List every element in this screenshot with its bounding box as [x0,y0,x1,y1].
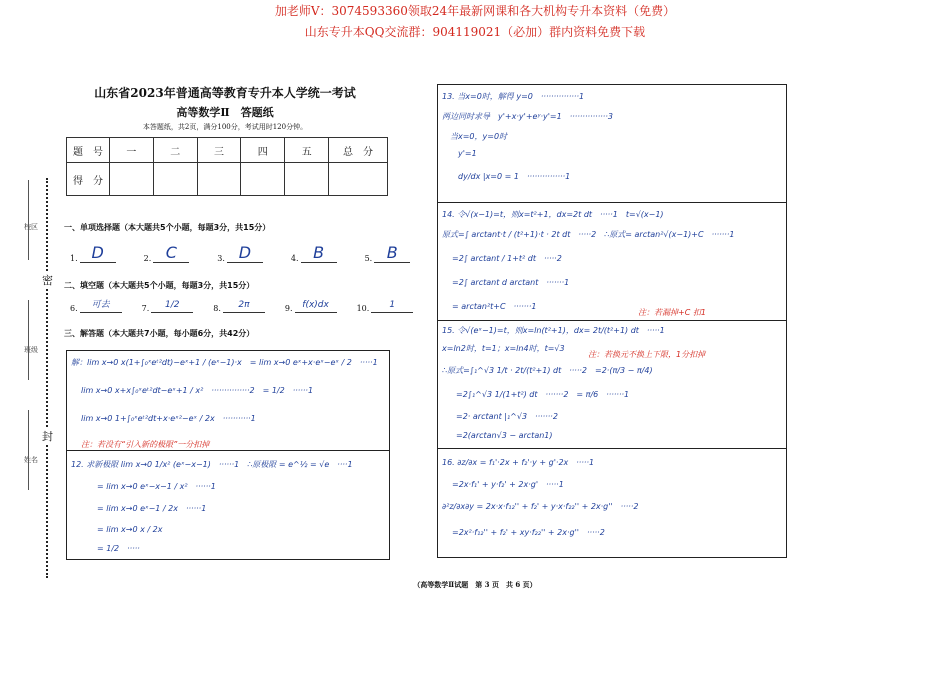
ad-banner-line2: 山东专升本QQ交流群：904119021（必加）群内资料免费下载 [304,25,646,39]
q13-line: 当x=0，y=0时 [450,132,508,141]
choice-item [217,244,263,263]
choice-answer: B [374,244,410,263]
fill-answer: 1 [371,298,413,313]
score-header-cell: 五 [285,138,329,163]
q12-line: = lim x→0 eˣ−1 / 2x ······1 [97,504,207,513]
score-header-cell: 二 [153,138,197,163]
question-number: 1. [70,254,78,263]
q13-line: y'=1 [458,149,477,158]
choice-answer: D [80,244,116,263]
fill-answer: f(x)dx [295,298,337,313]
side-rule [28,410,29,490]
q11-red-note: 注：若没有“引入新的极限”一分扣掉 [81,440,210,449]
q16-line: =2x·f₁' + y·f₂' + 2x·g' ·····1 [452,480,564,489]
answer-box-q15 [437,320,787,450]
choice-item [291,244,337,263]
score-table [66,137,388,196]
fill-item [213,298,265,313]
score-header-cell: 四 [241,138,285,163]
score-cell [110,163,154,196]
q15-line: =2(arctan√3 − arctan1) [456,431,553,440]
section1-answers [70,243,398,263]
q15-line: 15. 令√(eˣ−1)=t，则x=ln(t²+1)，dx= 2t/(t²+1) dt ·····1 [442,326,665,335]
q13-line: dy/dx |x=0 = 1 ···············1 [458,172,571,181]
q14-line: 原式=∫ arctant·t / (t²+1)·t · 2t dt ·····2 ∴原式= arctan²√(x−1)+C ·······1 [442,230,735,239]
q12-line: = lim x→0 eˣ−x−1 / x² ······1 [97,482,216,491]
side-rule [28,180,29,260]
fill-item [70,298,122,313]
q15-line: =2· arctant |₁^√3 ·······2 [456,412,558,421]
score-header-cell: 三 [197,138,241,163]
question-number: 2. [143,254,152,263]
fill-item [357,298,414,313]
side-label-name: 姓名 [24,456,38,464]
fill-item [285,298,337,313]
question-number: 3. [217,254,225,263]
question-number: 4. [290,254,299,263]
question-number: 8. [213,304,221,313]
side-label-seal: 密 [42,274,53,287]
score-row-label: 得 分 [67,163,110,196]
question-number: 10. [356,304,370,313]
score-header-cell: 题 号 [67,138,110,163]
section2-answers [70,298,396,313]
q12-line: = lim x→0 x / 2x [97,525,163,534]
q15-line: =2∫₁^√3 1/(1+t²) dt ·······2 = π/6 ·······1 [456,390,630,399]
q14-line: = arctan²t+C ·······1 [452,302,537,311]
score-table-header-row [67,138,388,163]
fill-item [142,298,194,313]
section2-heading: 二、填空题（本大题共5个小题，每题3分，共15分） [64,281,255,290]
exam-subtitle: 高等数学Ⅱ 答题纸 [176,106,274,119]
score-cell [329,163,388,196]
question-number: 6. [70,304,78,313]
q14-line: =2∫ arctant d arctant ·······1 [452,278,570,287]
exam-title: 山东省2023年普通高等教育专升本人学统一考试 [94,86,356,100]
q11-line: lim x→0 x+x∫₀ˣeᵗ²dt−eˣ+1 / x² ···············2 = 1/2 ······1 [81,386,314,395]
q11-line: 解：lim x→0 x(1+∫₀ˣeᵗ²dt)−eˣ+1 / (eˣ−1)·x = lim x→0 eˣ+x·eˣ−eˣ / 2 ·····1 [71,358,378,367]
binding-line [46,178,48,578]
section1-heading: 一、单项选择题（本大题共5个小题，每题3分，共15分） [64,223,271,232]
choice-item [70,244,116,263]
page-footer: （高等数学Ⅱ试题 第 3 页 共 6 页） [413,580,537,589]
q14-red-note: 注：若漏掉+C 扣1 [638,308,706,317]
side-label-class: 班级 [24,346,38,354]
score-cell [241,163,285,196]
score-cell [197,163,241,196]
score-header-cell: 一 [110,138,154,163]
q15-line: ∴原式=∫₁^√3 1/t · 2t/(t²+1) dt ·····2 =2·(π/3 − π/4) [442,366,653,375]
choice-answer: B [301,244,337,263]
side-rule [28,300,29,380]
q16-line: =2x²·f₁₂'' + f₂' + xy·f₂₂'' + 2x·g'' ·····2 [452,528,605,537]
choice-item [365,244,411,263]
q15-red-note: 注：若换元不换上下限，1分扣掉 [588,350,706,359]
fill-answer: 可去 [80,298,122,313]
side-label-fold: 封 [42,430,53,443]
fill-answer: 2π [223,298,265,313]
q12-line: = 1/2 ····· [97,544,140,553]
q12-line: 12. 求新极限 lim x→0 1/x² (eˣ−x−1) ······1 ∴原极限 = e^½ = √e ····1 [71,460,353,469]
score-cell [153,163,197,196]
answer-box-q12 [66,450,390,560]
choice-answer: C [153,244,189,263]
ad-banner-line1: 加老师V：3074593360领取24年最新网课和各大机构专升本资料（免费） [274,4,676,18]
choice-answer: D [227,244,263,263]
score-table-value-row [67,163,388,196]
fill-answer: 1/2 [151,298,193,313]
section3-heading: 三、解答题（本大题共7小题，每小题6分，共42分） [64,329,255,338]
exam-note: 本答题纸，共2页，满分100分，考试用时120分钟。 [142,123,308,131]
answer-box-q11 [66,350,390,452]
q11-line: lim x→0 1+∫₀ˣeᵗ²dt+x·eˣ²−eˣ / 2x ···········1 [81,414,256,423]
q14-line: 14. 令√(x−1)=t，则x=t²+1，dx=2t dt ·····1 t=√(x−1) [442,210,664,219]
question-number: 5. [364,254,373,263]
side-label-school: 校区 [24,223,38,231]
choice-item [144,244,190,263]
answer-box-q14 [437,202,787,322]
answer-box-q13 [437,84,787,204]
question-number: 7. [141,304,150,313]
score-header-cell: 总 分 [329,138,388,163]
q16-line: 16. ∂z/∂x = f₁'·2x + f₂'·y + g'·2x ·····1 [442,458,595,467]
score-cell [285,163,329,196]
q13-line: 两边同时求导 y'+x·y'+eʸ·y'=1 ···············3 [442,112,613,121]
q15-line: x=ln2时，t=1；x=ln4时，t=√3 [442,344,565,353]
answer-box-q16 [437,448,787,558]
q14-line: =2∫ arctant / 1+t² dt ·····2 [452,254,562,263]
q13-line: 13. 当x=0时，解得 y=0 ···············1 [442,92,585,101]
q16-line: ∂²z/∂x∂y = 2x·x·f₁₂'' + f₂' + y·x·f₂₂'' + 2x·g'' ·····2 [442,502,639,511]
question-number: 9. [284,304,293,313]
